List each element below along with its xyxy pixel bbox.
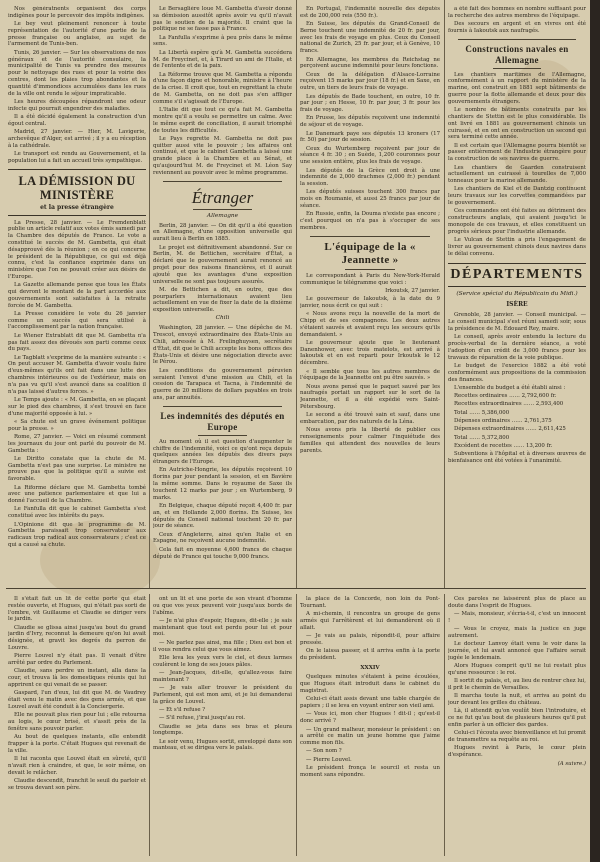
paragraph: Le président fronça le sourcil et resta un moment sans répondre. — [300, 765, 440, 778]
column-rule — [444, 0, 445, 588]
paragraph: — Mais, monsieur, s'écria-t-il, c'est un innocent ! — [448, 611, 586, 624]
paragraph: Claudie se jeta dans ses bras et pleura longtemps. — [153, 723, 292, 737]
paragraph: Ceux d'Angleterre, ainsi qu'en Italie et en Espagne, ne reçoivent aucune indemnité. — [153, 531, 292, 545]
paragraph: Les heures découpées répandront une odeur infecte qui pourrait engendrer des maladies. — [8, 98, 146, 112]
section-title-equipage: L'équipage de la « Jeannette » — [324, 240, 416, 266]
article-demission — [8, 220, 146, 549]
paragraph: Le bey veut pleinement renoncer à toute représentation de l'autorité d'une partie de la presse française ou anglaise, au sujet de l'armement de Tunis-ben. — [8, 21, 146, 48]
column-rule — [296, 594, 297, 856]
paragraph: Nous avons pensé que le paquet sauvé par les naufragés portait un rapport sur le sort de la Jeannette, et il a été expédié vers Saint-Pétersbourg. — [300, 383, 440, 411]
paragraph: On le laissa passer, et il arriva enfin à la porte du président. — [300, 648, 440, 661]
paragraph: Subventions à l'hôpital et à diverses œuvres de bienfaisance ont été votées à l'unanimité. — [448, 451, 586, 465]
paragraph: Le Fanfulla dit que le cabinet Gambetta s'est constitué avec les intérêts du pays. — [8, 506, 146, 520]
budget-line: Total …… 5,372,800 — [454, 434, 510, 441]
paragraph: Le correspondant à Paris du New-York-Herald communique le télégramme que voici : — [300, 272, 440, 286]
paragraph: Le nombre de bâtiments construits par les chantiers de Stettin est le plus considérable. Ils ont livré en 1881 au gouvernement chinois un cuirassé, et en ont en construction un second qui sera terminé cette année. — [448, 107, 586, 141]
paragraph: Les chantiers de Kiel et de Dantzig continuent leurs travaux sur les corvettes commandées par le gouvernement. — [448, 186, 586, 207]
paragraph: Au moment où il est question d'augmenter le chiffre de l'indemnité, voici ce qu'ont reçu depuis quelques années les députés des divers pays étrangers de l'Europe. — [153, 438, 292, 466]
paragraph: — Je n'ai plus d'espoir, Hugues, dit-elle ; je sais maintenant que tout est perdu pour lui et pour moi. — [153, 617, 292, 638]
paragraph: Il s'était fait un lit de cette porte qui était restée ouverte, et Hugues, qui n'était pas sorti de l'ombre, vit Guillaume et Claudie se diriger vers le jardin. — [8, 596, 146, 623]
paragraph: Le conseil, après avoir entendu la lecture du procès-verbal de la dernière séance, a voté l'adoption d'un crédit de 3,000 francs pour les travaux de réparation de la voie publique. — [448, 334, 586, 361]
column-rule — [444, 594, 445, 856]
paragraph: Le Bersaglière loue M. Gambetta d'avoir donné sa démission aussitôt après avoir vu qu'il n'avait pas le soutien de la majorité. Il craint que la politique ne se fasse pas à France. — [153, 6, 292, 33]
paragraph: « Nous avons reçu la nouvelle de la mort de Chipp et de ses compagnons. Les deux autres s'étaient sauvés et avaient reçu les secours qu'ils demandaient. » — [300, 311, 440, 338]
column-2 — [153, 6, 292, 586]
paragraph: Le Danemark paye ses députés 13 kroners (17 fr. 50) par jour de session. — [300, 130, 440, 144]
paragraph: Le Temps ajoute : « M. Gambetta, en se plaçant sur le pied des chambres, il s'est trouvé en face d'une majorité opposée à lui. » — [8, 396, 146, 417]
paragraph: Nous avons pris la liberté de publier ces renseignements pour calmer l'inquiétude des familles qui attendent des nouvelles de leurs parents. — [300, 427, 440, 454]
paragraph: La Gazette allemande pense que tous les États qui devront le montant de la part accordée aux gouvernements sont satisfaites à la retraite forcée de M. Gambetta. — [8, 282, 146, 309]
column-rule — [296, 0, 297, 588]
paragraph: En Prusse, les députés reçoivent une indemnité de séjour et de voyage. — [300, 115, 440, 129]
paragraph: Le Pays regrette M. Gambetta ne doit pas quitter aussi vite le pouvoir ; les affaires ont continué, et que le cabinet Gambetta a laissé une grande place à la Chambre et au Sénat, et qu'aujourd'hui M. de Freycinet et M. Léon Say reviennent au pouvoir avec le même programme. — [153, 135, 292, 176]
paragraph: Le Vulcan de Stettin a pris l'engagement de livrer au gouvernement chinois deux navires dans le délai convenu. — [448, 237, 586, 257]
paragraph: — Jean-Jacques, dit-elle, qu'allez-vous faire maintenant ? — [153, 669, 292, 683]
paragraph: La Riforme déclare que M. Gambetta tombé avec une patience parlementaire et que lui a donné l'accueil de la Chambre. — [8, 484, 146, 505]
section-title-etranger: Étranger — [191, 187, 254, 207]
paragraph: Les députés suisses touchent 300 francs par mois en Roumanie, et aussi 25 francs par jour de séance. — [300, 189, 440, 210]
paragraph: Tunis, 26 janvier. — Sur les observations de nos généraux et de l'autorité consulaire, la municipalité de Tunis va prendre des mesures pour le nettoyage des rues et pour la voirie des centres, dont les plaies trop abondantes et la quantité d'immondices accumulées dans les rues de la ville ont rendu le séjour impraticable. — [8, 49, 146, 97]
paragraph: — Je vais au palais, répondit-il, pour affaire pressée. — [300, 632, 440, 646]
paragraph: En Portugal, l'indemnité nouvelle des députés est de 200,000 reis (550 fr.). — [300, 6, 440, 19]
paragraph: A mi-chemin, il rencontra un groupe de gens armés qui l'arrêtèrent et lui demandèrent où il allait. — [300, 611, 440, 631]
paragraph: Il a été décidé également la construction d'un égout central. — [8, 113, 146, 127]
paragraph: — Son nom ? — [306, 748, 342, 755]
to-be-continued: (A suivre.) — [557, 760, 586, 767]
subsection-isere: ISÈRE — [506, 301, 528, 309]
paragraph: Là, il attendit qu'on voulût bien l'introduire, et ce ne fut qu'au bout de plusieurs heures qu'il put enfin parler à un officier des gardes. — [448, 708, 586, 729]
paragraph: Le gouverneur de Iakoutsk, à la date du 9 janvier, nous écrit ce qui suit : — [300, 296, 440, 309]
paragraph: Claudie descendit, franchit le seuil du parloir et se trouva devant son père. — [8, 777, 146, 791]
paragraph: ont un lit et une porte de son vivant d'homme ou que vos yeux peuvent voir jusqu'aux bords de l'abîme. — [153, 596, 292, 616]
subsection-chili: Chili — [215, 315, 230, 322]
paragraph: Ces paroles ne laissèrent plus de place au doute dans l'esprit de Hugues. — [448, 596, 586, 609]
column-1 — [8, 6, 146, 586]
section-title-departements: DÉPARTEMENTS — [450, 267, 584, 283]
section-title-constructions: Constructions navales en Allemagne — [465, 43, 569, 65]
paragraph: — Vous ici, mon cher Hugues ! dit-il ; qu'est-il donc arrivé ? — [300, 711, 440, 725]
budget-line: Recettes ordinaires …… 2,792,600 fr. — [454, 393, 557, 400]
paragraph: la place de la Concorde, non loin du Pont-Tournant. — [300, 596, 440, 609]
section-title-indemnites: Les indemnités des députés en Europe — [160, 410, 285, 432]
paragraph: Celui-ci l'écouta avec bienveillance et lui promit de transmettre sa requête au roi. — [448, 730, 586, 744]
paragraph: En Autriche-Hongrie, les députés reçoivent 10 florins par jour pendant la session, et en Bavière la même somme. Dans le royaume de Saxe ils touchent 12 marks par jour ; en Wurtemberg, 9 marks. — [153, 467, 292, 501]
budget-line: Recettes extraordinaires …… 2,593,400 — [454, 401, 564, 408]
paragraph: Il lui raconta que Louvel était en sûreté, qu'il n'avait rien à craindre, et que, le soir même, on devait le relâcher. — [8, 756, 146, 776]
paragraph: Le Diritto constate que la chute de M. Gambetta n'est pas une surprise. Le ministre ne prouve pas que la politique qu'il a suivie est favorable. — [8, 455, 146, 483]
paragraph: Hugues revint à Paris, le cœur plein d'espérance. — [448, 745, 586, 759]
paragraph: — Un grand malheur, monsieur le président : on a arrêté ce matin un jeune homme que j'aime comme mon fils. — [300, 726, 440, 747]
paragraph: a été fait des hommes en nombre suffisant pour la recherche des autres membres de l'équipage. — [448, 6, 586, 19]
paragraph: Il est certain que l'Allemagne pourra bientôt se passer entièrement de l'industrie étrangère pour la construction de ses navires de guerre. — [448, 142, 586, 163]
paragraph: Ces commandes ont été faites au détriment des constructeurs anglais, qui avaient jusqu'ici le monopole de ces travaux, et elles constituent un progrès sérieux pour l'industrie allemande. — [448, 208, 586, 235]
paragraph: En Allemagne, les membres du Reichstag ne perçoivent aucune indemnité pour leurs fonctions. — [300, 56, 440, 70]
column-3 — [300, 6, 440, 586]
paragraph: La Presse, 28 janvier. — Le Fremdenblatt publie un article relatif aux votes émis samedi par la Chambre des députés de France. Le vote a constitué le succès de M. Gambetta, qui était désapprouvé dès la réunion ; en ce qui concerne le président de la République, ce qui est déjà connu, c'est la confiance exprimée dans un ministère que l'on ne pouvait créer aux désirs de l'Europe. — [8, 219, 146, 280]
feuilleton-column-2 — [153, 596, 292, 856]
paragraph: Le second a été trouvé sain et sauf, dans une embarcation, par des naturels de la Léna. — [300, 412, 440, 426]
paragraph: En Belgique, chaque député reçoit 4,400 fr. par an, et en Hollande 2,000 florins. En Suisse, les députés du Conseil national touchent 20 fr. par jour de séance. — [153, 502, 292, 530]
paragraph: — Je vais aller trouver le président du Parlement, qui est mon ami, et je lui demanderai la grâce de Louvel. — [153, 685, 292, 705]
article-presse-suite — [153, 6, 292, 177]
paragraph: Les députés de Bade touchent, en outre, 10 fr. par jour ; en Hesse, 10 fr. par jour, 3 fr. pour les frais de voyage. — [300, 93, 440, 114]
paragraph: Le budget de l'exercice 1882 a été voté conformément aux propositions de la commission des finances. — [448, 362, 586, 383]
paragraph: Le transport est rendu au Gouvernement, et la population lui a fait un accueil très sympathique. — [8, 150, 146, 164]
paragraph: Il marcha toute la nuit, et arriva au point du jour devant les grilles du château. — [448, 693, 586, 707]
paragraph: Claudie se glissa ainsi jusqu'au bout du grand jardin d'Ivry, reconnut la demeure qu'on lui avait désignée, et gravit les degrés du perron de Louvre. — [8, 624, 146, 652]
paragraph: En Russie, enfin, la Douma n'existe pas encore ; c'est pourquoi on n'a pas à s'occuper de ses membres. — [300, 211, 440, 231]
paragraph: Alors Hugues comprit qu'il ne lui restait plus qu'une ressource : le roi. — [448, 663, 586, 676]
paragraph: Des secours en argent et en vivres ont été fournis à Iakoutsk aux naufragés. — [448, 21, 586, 34]
paragraph: La Presse considère le vote du 26 janvier comme un succès qui sera utilisé à l'accomplissement par la nation française. — [8, 310, 146, 331]
section-subtitle-demission: et la presse étrangère — [40, 203, 114, 211]
paragraph: — Et s'il refuse ? — [159, 706, 206, 713]
budget-line: Excédent de recettes …… 13,200 fr. — [454, 442, 553, 449]
paragraph: — Ne parlez pas ainsi, ma fille ; Dieu est bon et il vous rendra celui que vous aimez. — [153, 639, 292, 653]
paragraph: Nos génératnents organisent des corps indigènes pour le percevoir des impôts indigènes. — [8, 6, 146, 19]
paragraph: — Vous le croyez, mais la justice en juge autrement. — [448, 626, 586, 639]
paragraph: Les chantiers de Gaarden construisent actuellement un cuirassé à tourelles de 7,000 tonneaux pour la marine allemande. — [448, 164, 586, 185]
paragraph: M. de Bettichen a dit, en outre, que des pourparlers internationaux avaient lieu actuellement en vue de fixer la date de la dixième exposition universelle. — [153, 286, 292, 314]
chapter-number: XXXIV — [360, 664, 380, 671]
paragraph: « Il semble que tous les autres membres de l'équipage de la Jeannette ont pu être sauvés. » — [300, 368, 440, 382]
budget-line: Total …… 5,386,000 — [454, 409, 510, 416]
paragraph: Cela fait en moyenne 4,600 francs de chaque député de France qui touche 9,000 francs. — [153, 546, 292, 560]
paragraph: Washington, 28 janvier. — Une dépêche de M. Trescot, envoyé extraordinaire des États-Unis au Chili, adressée à M. Frelinghuysen, secrétaire d'État, dit que le Chili accepte les bons offices des États-Unis et désire une négociation directe avec le Pérou. — [153, 325, 292, 366]
feuilleton-column-3 — [300, 596, 440, 856]
paragraph: L'ensemble du budget a été établi ainsi : — [454, 384, 566, 391]
paragraph: La Libertà espère qu'à M. Gambetta succédera M. de Freycinet, et, à Tirard un ami de l'Italie, et de l'entente et de la paix. — [153, 49, 292, 70]
column-4 — [448, 6, 586, 586]
budget-line: Dépenses ordinaires …… 2,761,375 — [454, 418, 552, 425]
article-tunisie — [8, 6, 146, 165]
budget-line: Dépenses extraordinaires …… 2,611,425 — [454, 426, 566, 433]
paragraph: Les chantiers maritimes de l'Allemagne, conformément à un rapport du ministère de la marine, ont construit en 1881 sept bâtiments de guerre pour la flotte allemande et deux pour des gouvernements étrangers. — [448, 71, 586, 105]
paragraph: — S'il refuse, j'irai jusqu'au roi. — [159, 715, 246, 722]
feuilleton-column-1 — [8, 596, 146, 856]
subsection-allemagne: Allemagne — [206, 212, 239, 219]
paragraph: Gaspard, l'un d'eux, lui dit que M. de Vaudrey était venu le matin avec des gens armés, et que Louvel avait été conduit à la Conciergerie. — [8, 690, 146, 710]
paragraph: Il sortit du palais, et, au lieu de rentrer chez lui, il prit le chemin de Versailles. — [448, 678, 586, 692]
paragraph: Le Tagblatt s'exprime de la manière suivante : « On peut accuser M. Gambetta d'avoir voulu faire d'eux-mêmes qu'ils ont fait dans une lutte des chambres intérieures ou de l'extérieur, mais on n'a pas vu qu'il s'est avancé dans sa coalition il n'a pas laissé d'autres forces. » — [8, 354, 146, 395]
paragraph: Le docteur Lanvoy était venu le voir dans la journée, et lui avait annoncé que l'affaire serait jugée le lendemain. — [448, 641, 586, 661]
column-rule — [149, 594, 150, 856]
service-note: (Service spécial du Républicain du Midi.) — [456, 291, 578, 298]
column-rule — [149, 0, 150, 588]
section-title-demission: LA DÉMISSION DU MINISTÈRE — [18, 173, 136, 202]
paragraph: Claudie, sans perdre un instant, alla dans la cour, et trouva là les domestiques réunis qui lui apprirent ce qui venait de se passer. — [8, 668, 146, 689]
paragraph: En Suisse, les députés du Grand-Conseil de Berne touchent une indemnité de 20 fr. par jour, avec les frais de voyage en plus. Ceux du Conseil national de Zurich, 25 fr. par jour, et à Genève, 10 francs. — [300, 21, 440, 55]
paragraph: L'Italie dit que tout ce qu'a fait M. Gambetta montre qu'il a voulu se permettre un calme. Avec le même esprit de conciliation, il aurait triomphé de toutes les difficultés. — [153, 107, 292, 134]
paragraph: « Sa chute est un grave événement politique pour la presse. » — [8, 418, 146, 432]
paragraph: Berlin, 28 janvier. — On dit qu'il a été question en Allemagne, d'une opposition universelle qui aurait lieu à Berlin en 1885. — [153, 222, 292, 243]
feuilleton-rule — [6, 588, 586, 589]
paragraph: Les députés de la Grèce ont droit à une indemnité de 2,000 drachmes (2,000 fr.) pendant la session. — [300, 167, 440, 188]
page-binding-edge — [590, 0, 600, 862]
paragraph: Ceux du Wurtemberg reçoivent par jour de séance 4 fr. 30 ; en Suède, 1,200 couronnes pour une session entière, plus les frais de voyage. — [300, 145, 440, 166]
paragraph: Elle ne pouvait plus rien pour lui ; elle retourna au logis, le cœur brisé, et s'assit près de la fenêtre sans pouvoir parler. — [8, 712, 146, 732]
dateline: Irkoutsk, 27 janvier. — [385, 287, 440, 294]
paragraph: Le gouverneur ajoute que le lieutenant Danenhower, avec trois matelots, est arrivé à Iakoutsk et en est reparti pour Irkoutsk le 12 décembre. — [300, 339, 440, 367]
paragraph: La Réforme trouve que M. Gambetta a répondu d'une façon digne et honorable, ministre à l'heure de la crise. Il croit que, tout en regrettant la chute de M. Gambetta, on ne doit pas s'en affliger comme s'il s'agissait de l'Europe. — [153, 71, 292, 105]
paragraph: La Fanfulla s'exprime à peu près dans le même sens. — [153, 34, 292, 48]
paragraph: Grenoble, 28 janvier. — Conseil municipal. — Le conseil municipal s'est réuni samedi soir, sous la présidence de M. Édouard Rey, maire. — [448, 312, 586, 332]
paragraph: Les conditions du gouvernement péruvien seraient l'envoi d'une mission au Chili, et la cession de Tarapaca et Tacna, à l'indemnité de guerre de 20 millions de dollars payables en trois ans, par annuités. — [153, 367, 292, 401]
paragraph: Rome, 27 janvier. — Voici en résumé comment les journaux du jour ont parlé du pouvoir de M. Gambetta : — [8, 433, 146, 454]
paragraph: Au bout de quelques instants, elle entendit frapper à la porte. C'était Hugues qui revenait de la ville. — [8, 734, 146, 754]
paragraph: Le Wiener Extrablatt dit que M. Gambetta n'a pas fait assez des dévoués son parti comme ceux du pays. — [8, 332, 146, 353]
paragraph: Elle leva les yeux vers le ciel, et deux larmes coulèrent le long de ses joues pâles. — [153, 654, 292, 668]
paragraph: Quelques minutes s'étaient à peine écoulées, que Hugues était introduit dans le cabinet du magistrat. — [300, 674, 440, 695]
paragraph: Pierre Louvel n'y était pas. Il venait d'être arrêté par ordre du Parlement. — [8, 653, 146, 667]
paragraph: Le projet est définitivement abandonné. Sur ce Berlin, M. de Bettichen, secrétaire d'État, a déclaré que le gouvernement aurait renoncé au projet pour des raisons financières, et il aurait ajouté que les avantages d'une exposition universelle ne sont pas toujours assurés. — [153, 244, 292, 285]
paragraph: — Pierre Louvel. — [306, 756, 352, 763]
paragraph: L'Opinione dit que le programme de M. Gambetta paraissait trop conservateur aux radicaux trop radical aux conservateurs ; c'est ce qui a causé sa chute. — [8, 521, 146, 548]
paragraph: Celui-ci était assis devant une table chargée de papiers ; il se leva en voyant entrer son vieil ami. — [300, 696, 440, 710]
paragraph: Madrid, 27 janvier. — Hier, M. Lavigerie, archevêque d'Alger, est arrivé ; il y a eu réception à la cathédrale. — [8, 129, 146, 149]
paragraph: Le soir venu, Hugues sortit, enveloppé dans son manteau, et se dirigea vers le palais. — [153, 738, 292, 752]
feuilleton-column-4 — [448, 596, 586, 856]
paragraph: Ceux de la délégation d'Alsace-Lorraine reçoivent 15 marks par jour (18 fr.) et en Saxe, en outre, un tiers de leurs frais de voyage. — [300, 71, 440, 92]
